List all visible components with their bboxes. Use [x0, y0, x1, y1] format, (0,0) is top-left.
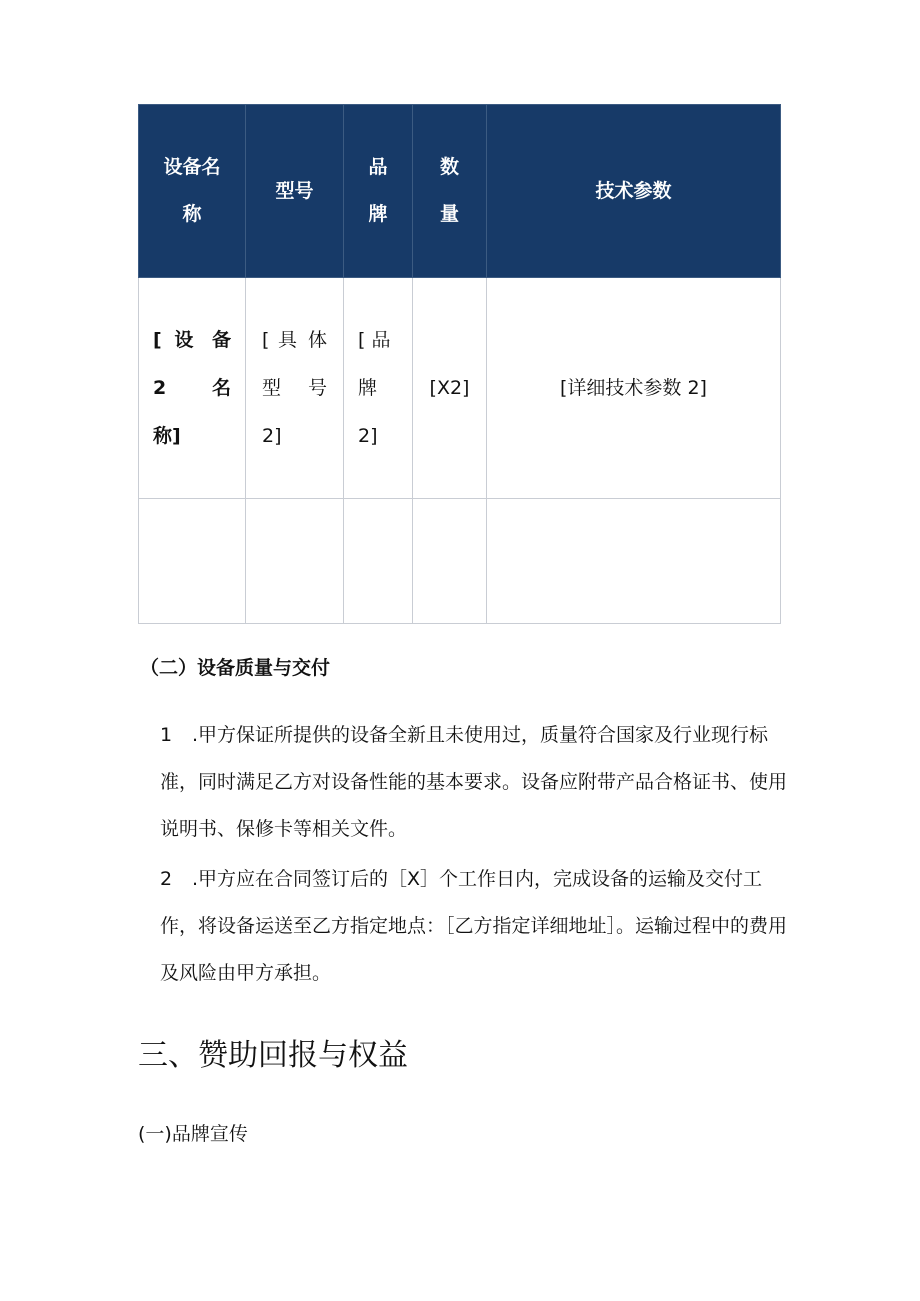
empty-cell — [139, 499, 246, 624]
list-item-number: 1 — [160, 724, 173, 746]
table-row-empty — [139, 499, 781, 624]
empty-cell — [246, 499, 344, 624]
cell-equipment-name: [ 设 备 2 名 称] — [139, 278, 246, 499]
section-title: 三、赞助回报与权益 — [138, 1038, 408, 1073]
list-item-text: .甲方保证所提供的设备全新且未使用过，质量符合国家及行业现行标准，同时满足乙方对设备性能的基本要求。设备应附带产品合格证书、使用说明书、保修卡等相关文件。 — [160, 724, 788, 840]
table-header-row — [139, 105, 781, 278]
list-item-text: .甲方应在合同签订后的［X］个工作日内，完成设备的运输及交付工作，将设备运送至乙方指定地点：［乙方指定详细地址］。运输过程中的费用及风险由甲方承担。 — [160, 868, 788, 984]
empty-cell — [413, 499, 487, 624]
cell-tech-params: [详细技术参数 2] — [487, 278, 781, 499]
header-model: 型号 — [246, 105, 344, 278]
empty-cell — [487, 499, 781, 624]
cell-brand: [ 品 牌 2] — [344, 278, 413, 499]
cell-model: [ 具 体 型 号 2] — [246, 278, 344, 499]
list-item — [160, 856, 790, 997]
header-brand: 品 牌 — [344, 105, 413, 278]
header-tech-params: 技术参数 — [487, 105, 781, 278]
empty-cell — [344, 499, 413, 624]
subsection-heading: （二）设备质量与交付 — [140, 657, 331, 679]
header-equipment-name: 设备名 称 — [139, 105, 246, 278]
cell-quantity: [X2] — [413, 278, 487, 499]
list-item — [160, 712, 790, 853]
section-subheading: (一)品牌宣传 — [138, 1123, 248, 1145]
list-item-number: 2 — [160, 868, 173, 890]
table-row — [139, 278, 781, 499]
equipment-table — [138, 104, 781, 624]
header-quantity: 数 量 — [413, 105, 487, 278]
